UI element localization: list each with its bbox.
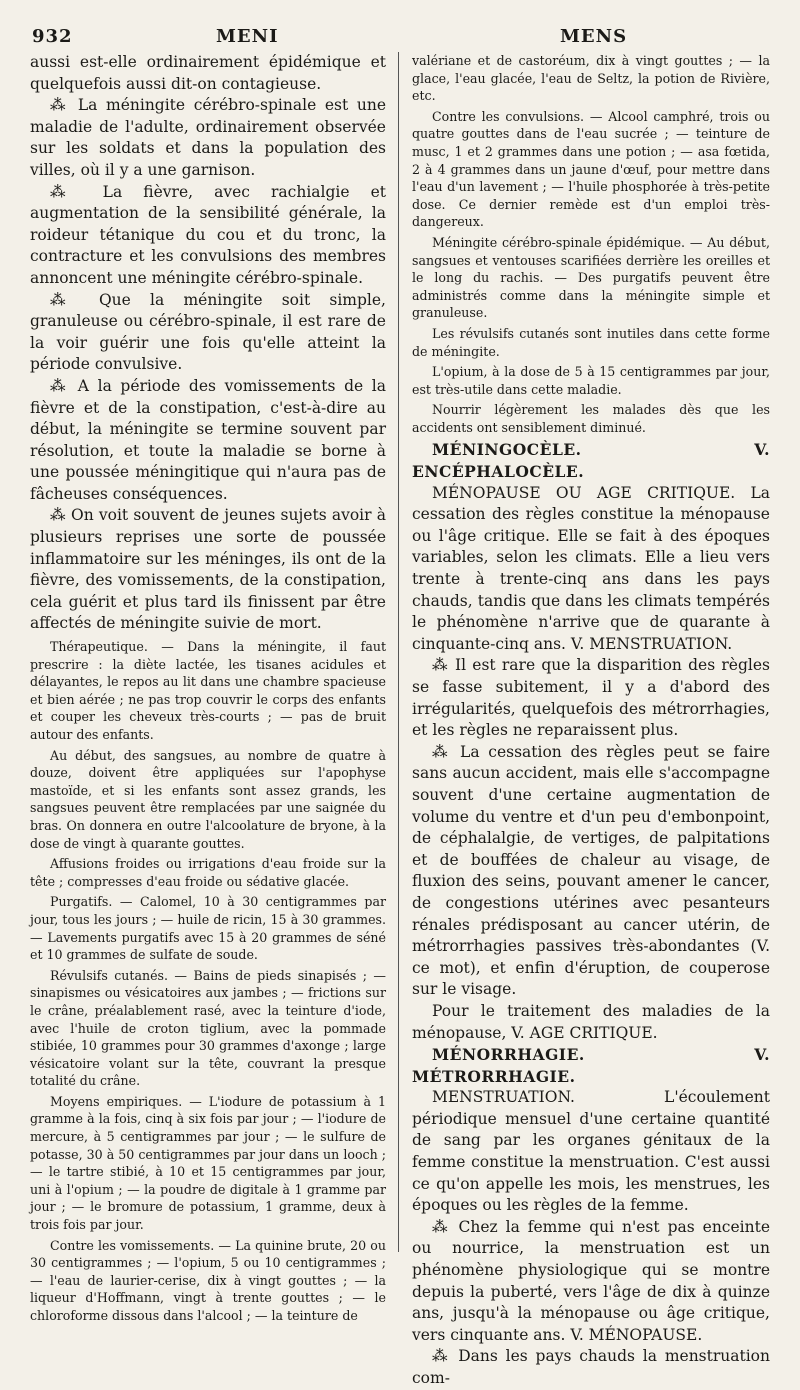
entry-meningocele: MÉNINGOCÈLE. V. ENCÉPHALOCÈLE. [412,440,770,482]
paragraph: ⁂ Que la méningite soit simple, granuleuse ou cérébro-spinale, il est rare de la voir guérir une fois qu'elle atteint la période convulsive. [30,290,386,374]
paragraph: ⁂ Il est rare que la disparition des règles se fasse subitement, il y a d'abord des irrégularités, quelquefois des métrorrhagies, et les règles ne reparaissent plus. [412,656,770,740]
left-column [30,52,386,1325]
paragraph: ⁂ La fièvre, avec rachialgie et augmentation de la sensibilité générale, la roideur tétanique du cou et du tronc, la contracture et les convulsions des membres annoncent une méningite cérébro-spinale. [30,182,386,287]
therapy-paragraph: Méningite cérébro-spinale épidémique. — Au début, sangsues et ventouses scarifiées derrière les oreilles et le long du rachis. — Des purgatifs peuvent être administrés comme dans la méningite simple et granuleuse. [412,234,770,321]
entry-menstruation: MENSTRUATION. L'écoulement périodique mensuel d'une certaine quantité de sang par les organes génitaux de la femme constitue la menstruation. C'est aussi ce qu'on appelle les mois, les menstrues, les époques ou les règles de la femme. [412,1088,770,1215]
entry-menorrhagie: MÉNORRHAGIE. V. MÉTRORRHAGIE. [412,1045,770,1086]
therapy-paragraph: Au début, des sangsues, au nombre de quatre à douze, doivent être appliquées sur l'apophyse mastoïde, et si les enfants sont assez grands, les sangsues peuvent être remplacées par une saignée du bras. On donnera en outre l'alcoolature de bryone, à la dose de vingt à quarante gouttes. [30,747,386,851]
therapy-paragraph: Nourrir légèrement les malades dès que les accidents ont sensiblement diminué. [412,402,770,435]
paragraph: ⁂ La méningite cérébro-spinale est une maladie de l'adulte, ordinairement observée sur les soldats et dans la population des villes, où il y a une garnison. [30,96,386,179]
therapy-paragraph: Les révulsifs cutanés sont inutiles dans cette forme de méningite. [412,325,770,359]
entry-menopause: MÉNOPAUSE OU AGE CRITIQUE. La cessation des règles constitue la ménopause ou l'âge critique. Elle se fait à des époques variables, selon les climats. Elle a lieu vers trente à trente-cinq ans dans les pays chauds, tandis que dans les climats tempérés le phénomène n'arrive que de quarante à cinquante-cinq ans. V. MENSTRUATION. [412,483,770,653]
therapy-paragraph: Révulsifs cutanés. — Bains de pieds sinapisés ; — sinapismes ou vésicatoires aux jambes ; — frictions sur le crâne, préalablement rasé, avec la teinture d'iode, avec l'huile de croton tiglium, avec la pommade stibiée, 10 grammes pour 30 grammes d'axonge ; large vésicatoire volant sur la tête, couvrant la presque totalité du crâne. [30,967,386,1089]
therapy-paragraph: Thérapeutique. — Dans la méningite, il faut prescrire : la diète lactée, les tisanes acidules et délayantes, le repos au lit dans une chambre spacieuse et bien aérée ; ne pas trop couvrir le corps des enfants et couper les cheveux très-courts ; — pas de bruit autour des enfants. [30,639,386,742]
therapy-paragraph: Moyens empiriques. — L'iodure de potassium à 1 gramme à la fois, cinq à six fois par jour ; — l'iodure de mercure, à 5 centigrammes par jour ; — le sulfure de potasse, 30 à 50 centigrammes par jour dans un looch ; — le tartre stibié, à 10 et 15 centigrammes par jour, uni à l'opium ; — la poudre de digitale à 1 gramme par jour ; — le bromure de potassium, 1 gramme, deux à trois fois par jour. [30,1093,386,1233]
paragraph: ⁂ A la période des vomissements de la fièvre et de la constipation, c'est-à-dire au début, la méningite se termine souvent par résolution, et toute la maladie se borne à une poussée méningitique qui n'aura pas de fâcheuses conséquences. [30,376,386,503]
paragraph: aussi est-elle ordinairement épidémique et quelquefois aussi dit-on contagieuse. [30,53,386,93]
therapy-paragraph: Contre les vomissements. — La quinine brute, 20 ou 30 centigrammes ; — l'opium, 5 ou 10 centigrammes ; — l'eau de laurier-cerise, dix à vingt gouttes ; — la liqueur d'Hoffmann, vingt à trente gouttes ; — le chloroforme dissous dans l'alcool ; — la teinture de [30,1237,386,1323]
paragraph: ⁂ Chez la femme qui n'est pas enceinte ou nourrice, la menstruation est un phénomène physiologique qui se montre depuis la puberté, vers l'âge de dix à quinze ans, jusqu'à la ménopause ou âge critique, vers cinquante ans. V. MÉNOPAUSE. [412,1217,770,1344]
column-divider [398,52,399,1252]
paragraph: Pour le traitement des maladies de la ménopause, V. AGE CRITIQUE. [412,1001,770,1042]
page-number: 932 [32,26,73,47]
paragraph: ⁂ Dans les pays chauds la menstruation com- [412,1347,770,1387]
therapy-paragraph: Purgatifs. — Calomel, 10 à 30 centigrammes par jour, tous les jours ; — huile de ricin, 15 à 30 grammes. — Lavements purgatifs avec 15 à 20 grammes de séné et 10 grammes de sulfate de soude. [30,894,386,963]
running-header [30,22,770,50]
therapy-paragraph: Contre les convulsions. — Alcool camphré, trois ou quatre gouttes dans de l'eau sucrée ; — teinture de musc, 1 et 2 grammes dans une potion ; — asa fœtida, 2 à 4 grammes dans un jaune d'œuf, pour mettre dans l'eau d'un lavement ; — l'huile phosphorée à très-petite dose. Ce dernier remède est d'un emploi très-dangereux. [412,108,770,230]
right-running-head: MENS [560,26,628,47]
left-running-head: MENI [216,26,279,47]
therapy-paragraph: Affusions froides ou irrigations d'eau froide sur la tête ; compresses d'eau froide ou sédative glacée. [30,856,386,889]
paragraph: ⁂ On voit souvent de jeunes sujets avoir à plusieurs reprises une sorte de poussée inflammatoire sur les méninges, ils ont de la fièvre, des vomissements, de la constipation, cela guérit et plus tard ils finissent par être affectés de méningite suivie de mort. [30,506,386,633]
therapy-paragraph: L'opium, à la dose de 5 à 15 centigrammes par jour, est très-utile dans cette maladie. [412,364,770,397]
therapy-paragraph: valériane et de castoréum, dix à vingt gouttes ; — la glace, l'eau glacée, l'eau de Seltz, la potion de Rivière, etc. [412,53,770,104]
paragraph: ⁂ La cessation des règles peut se faire sans aucun accident, mais elle s'accompagne souvent d'une certaine augmentation de volume du ventre et d'un peu d'embonpoint, de céphalalgie, de vertiges, de palpitations et de bouffées de chaleur au visage, de fluxion des seins, pouvant amener le cancer, de congestions utérines avec pesanteurs rénales prédisposant au cancer utérin, de métrorrhagies passives très-abondantes (V. ce mot), et enfin d'éruption, de couperose sur le visage. [412,742,770,999]
right-column [412,52,770,1390]
